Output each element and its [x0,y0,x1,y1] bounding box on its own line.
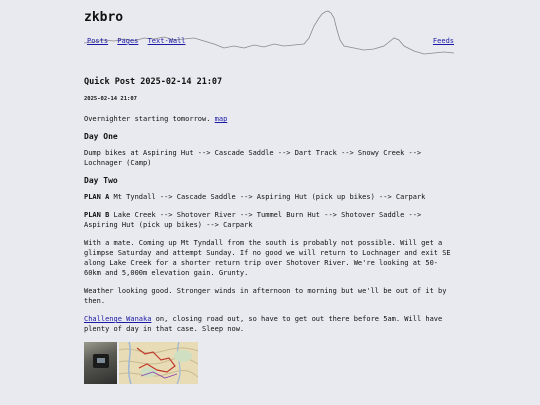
plan-b-text: Lake Creek --> Shotover River --> Tummel Burn Hut --> Shotover Saddle --> Aspiring Hut (pick up bikes) --> Carpark [84,211,422,229]
plan-b-label: PLAN B [84,211,110,219]
intro-text: Overnighter starting tomorrow. [84,115,215,123]
nav-posts-link[interactable]: Posts [87,37,109,45]
challenge-wanaka-link[interactable]: Challenge Wanaka [84,315,152,323]
day-two-heading: Day Two [84,176,118,185]
elevation-profile-graphic [84,8,454,58]
nav-text-wall-link[interactable]: Text-Wall [147,37,186,45]
plan-a-label: PLAN A [84,193,110,201]
feeds-link[interactable]: Feeds [432,37,454,45]
plan-b-paragraph [84,210,454,230]
map-link[interactable]: map [214,115,228,123]
plan-a-text: Mt Tyndall --> Cascade Saddle --> Aspiring Hut (pick up bikes) --> Carpark [109,193,426,201]
gear-detail [97,358,105,363]
post-date: 2025-02-14 21:07 [84,96,137,102]
mate-paragraph: With a mate. Coming up Mt Tyndall from the south is probably not possible. Will get a glimpse Saturday and attempt Sunday. If no good we will return to Lochnager and exit SE along Lake Creek for a shorter return trip over Shotover River. We're looking at 50-60km and 5,000m elevation gain. Grunty. [84,239,451,277]
site-title[interactable]: zkbro [84,10,124,25]
challenge-text: on, closing road out, so have to get out there before 5am. Will have plenty of day in that case. Sleep now. [84,315,443,333]
topo-map-graphic [119,342,198,384]
gear-photo-thumbnail[interactable] [84,342,117,384]
day-one-text: Dump bikes at Aspiring Hut --> Cascade Saddle --> Dart Track --> Snowy Creek --> Lochnager (Camp) [84,149,422,167]
image-thumbnails [84,342,454,384]
day-one-heading: Day One [84,132,118,141]
post-title: Quick Post 2025-02-14 21:07 [84,77,223,87]
post [84,77,454,384]
plan-a-paragraph [84,192,454,202]
challenge-paragraph [84,314,454,334]
nav-pages-link[interactable]: Pages [117,37,139,45]
weather-paragraph: Weather looking good. Stronger winds in afternoon to morning but we'll be out of it by then. [84,287,447,305]
main-nav [87,37,191,45]
intro-paragraph [84,114,454,124]
route-map-thumbnail[interactable] [119,342,198,384]
